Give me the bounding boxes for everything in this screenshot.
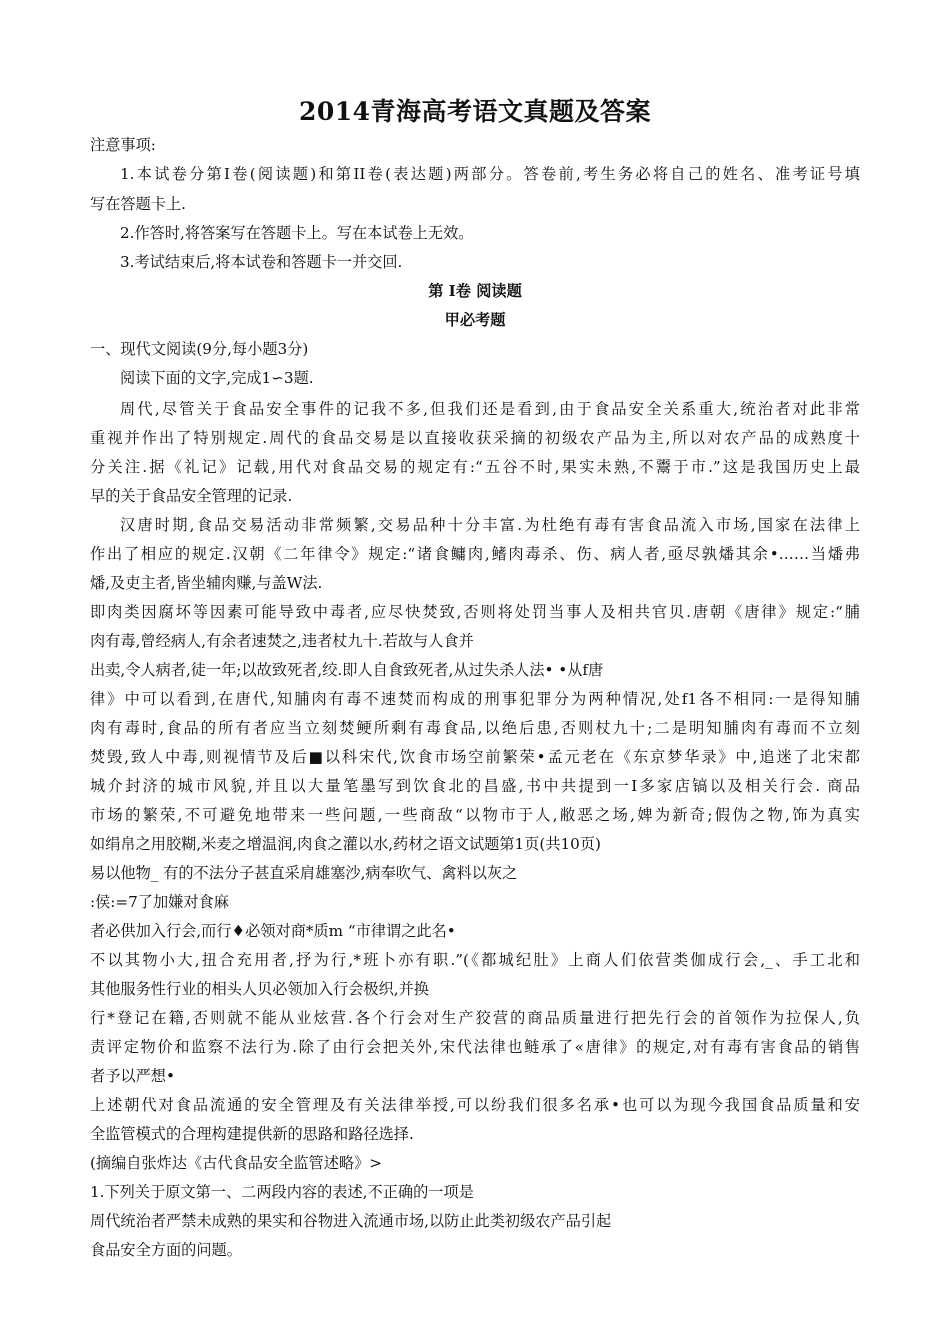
- question-stem: 1.下列关于原文第一、二两段内容的表述,不正确的一项是: [90, 1183, 474, 1201]
- text-line: 肉有毒,曾经病人,有余者速焚之,违者杖九十.若故与人食并: [90, 632, 474, 650]
- text-line: 易以他物_ 有的不法分子甚直采肩雄塞沙,病奉吹气、禽料以灰之: [90, 864, 518, 882]
- text-line: 分关注.据《礼记》记载,用代对食品交易的规定有:“五谷不时,果实未熟,不鬻于市.”这是我国历史上最: [90, 458, 860, 476]
- document-title: 2014青海高考语文真题及答案: [298, 97, 652, 126]
- text-line: :侯:=7了加嫌对食麻: [90, 893, 229, 911]
- section-subheading: 甲必考题: [444, 311, 506, 329]
- text-line: 上述朝代对食品流通的安全管理及有关法律举授,可以纷我们很多名承•也可以为现今我国食品质量和安: [90, 1096, 860, 1114]
- text-line: 早的关于食品安全管理的记录.: [90, 487, 293, 505]
- text-line: 写在答题卡上.: [90, 195, 186, 213]
- text-line: 市场的繁荣,不可避免地带来一些问题,一些商敌“以物市于人,敝恶之场,婢为新奇;假伪之物,饰为真实: [90, 806, 860, 824]
- text-line: 全监管模式的合理构建提供新的思路和路径选择.: [90, 1125, 414, 1143]
- text-line: 行*登记在籍,否则就不能从业炫营.各个行会对生产狡营的商品质量进行把先行会的首领作为拉保人,负: [90, 1009, 860, 1027]
- text-line: 城介封济的城市风貌,并且以大量笔墨写到饮食北的昌盛,书中共提到一Ⅰ多家店镐以及相关行会. 商品: [90, 777, 860, 795]
- source-citation: (摘编自张炸达《古代食品安全监管述略》>: [90, 1154, 383, 1172]
- section-heading: 第 Ⅰ卷 阅读题: [428, 282, 522, 300]
- text-line: 焚毁,致人中毒,则视情节及后■以科宋代,饮食市场空前繁荣•孟元老在《东京梦华录》中,追迷了北宋都: [90, 748, 860, 766]
- text-line: 其他服务性行业的相头人贝必领加入行会极织,并换: [90, 980, 429, 998]
- text-line: 者必供加入行会,而行♦必领对商*质m “市律谓之此名•: [90, 922, 456, 940]
- text-line: 者予以严想•: [90, 1067, 175, 1085]
- text-line: 2.作答时,将答案写在答题卡上。写在本试卷上无效。: [120, 224, 474, 242]
- text-line: 作出了相应的规定.汉朝《二年律令》规定:“诸食鳙肉,鳍肉毒杀、伤、病人者,亟尽孰燔其余•……当燔弗: [90, 545, 860, 563]
- text-line: 重视并作出了特别规定.周代的食品交易是以直接收获采摘的初级农产品为主,所以对农产品的成熟度十: [90, 429, 860, 447]
- text-line: 如绢帛之用胶糊,米麦之增温润,肉食之灌以水,药材之语文试题第1页(共10页): [90, 835, 601, 853]
- text-line: 一、现代文阅读(9分,每小题3分): [90, 340, 309, 358]
- text-line: 注意事项:: [90, 136, 156, 154]
- text-line: 律》中可以看到,在唐代,知脯肉有毒不速焚而构成的刑事犯罪分为两种情况,处f1各不相同:一是得知脯: [90, 690, 860, 708]
- text-line: 肉有毒时,食品的所有者应当立刻焚鲠所剩有毒食品,以绝后患,否则杖九十;二是明知脯肉有毒而不立刻: [90, 719, 860, 737]
- text-line: 1.本试卷分第Ⅰ卷(阅读题)和第II卷(表达题)两部分。答卷前,考生务必将自己的姓名、准考证号填: [120, 165, 860, 183]
- text-line: 汉唐时期,食品交易活动非常频繁,交易品种十分丰富.为杜绝有毒有害食品流入市场,国家在法律上: [120, 516, 860, 534]
- answer-option-text: 周代统治者严禁未成熟的果实和谷物进入流通市场,以防止此类初级农产品引起: [90, 1212, 612, 1230]
- text-line: 出卖,令人病者,徒一年;以故致死者,绞.即人自食致死者,从过失杀人法• •从f唐: [90, 661, 604, 679]
- answer-option-text: 食品安全方面的问题。: [90, 1241, 242, 1259]
- text-line: 燔,及吏主者,皆坐辅肉赚,与盖W法.: [90, 574, 323, 592]
- text-line: 即肉类因腐坏等因素可能导致中毒者,应尽快焚致,否则将处罚当事人及相共官贝.唐朝《唐律》规定:“脯: [90, 603, 860, 621]
- text-line: 周代,尽管关于食品安全事件的记我不多,但我们还是看到,由于食品安全关系重大,统治者对此非常: [120, 400, 860, 418]
- text-line: 责评定物价和监察不法行为.除了由行会把关外,宋代法律也鲢承了«唐律》的规定,对有毒有害食品的销售: [90, 1038, 860, 1056]
- text-line: 3.考试结束后,将本试卷和答题卡一并交回.: [120, 253, 403, 271]
- text-line: 阅读下面的文字,完成1∽3题.: [120, 369, 314, 387]
- text-line: 不以其物小大,扭合充用者,抒为行,*班卜亦有职.”(《都城纪肚》上商人们依营类伽成行会,_、手工北和: [90, 951, 860, 969]
